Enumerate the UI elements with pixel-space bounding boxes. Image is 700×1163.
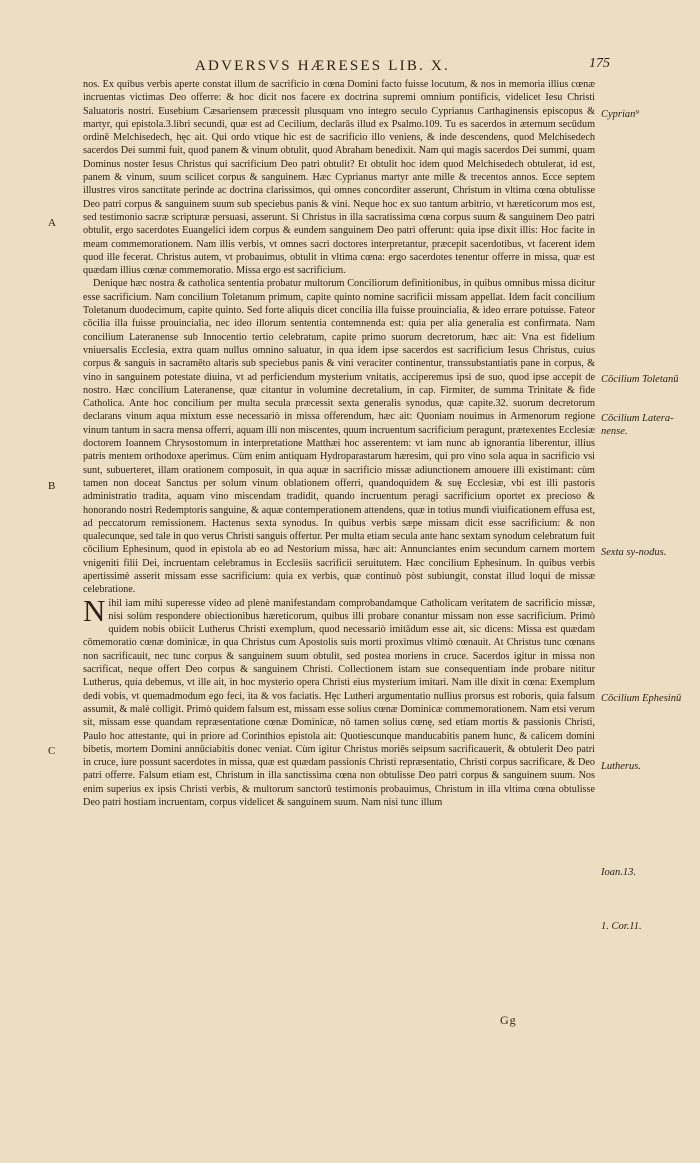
running-head: ADVERSVS HÆRESES LIB. X. <box>195 58 450 74</box>
margin-note-sexta-synodus: Sexta sy-nodus. <box>601 547 667 558</box>
paragraph-1: nos. Ex quibus verbis aperte constat illum de sacrificio in cœna Domini facto fuisse locutum, & nos in memoria illius cœnæ incruentas victimas Deo offerre: & hoc dicit nos facere ex doctrina supremi omnium pontificis, videlicet Iesu Christi Saluatoris nostri. Eusebium Cæsariensem præcessit plusquam vno integro seculo Cyprianus Carthaginensis episcopus & martyr, qui epistola.3.libri secundi, quæ est ad Cecilium, declarās illud ex Psalmo.109. Tu es sacerdos in æternum secūdum ordinē Melchisedech, hęc ait. Qui ordo vtique hic est de sacrificio illo veniens, & inde descendens, quod Melchisedech sacerdos Dei summi fuit, quod panem & vinum obtulit, quod Abraham benedixit. Nam qui magis sacerdos Dei summi, quam Dominus noster Iesus Christus qui sacrificium Deo patri obtulit? Et obtulit hoc idem quod Melchisedech obtulerat, id est, panem & vinum, suum scilicet corpus & sanguinem. Hæc Cyprianus martyr ante mille & trecentos annos. Ecce septem illustres viros sanctitate perinde ac doctrina clarissimos, qui omnes concorditer asserunt, Christum in vltima cœna obtulisse Deo patri corpus & sanguinem suum sub speciebus panis & vini. Neque hoc ex suo tantum arbitrio, vt hæreticorum mos est, sed testimonio sacræ scripturæ persuasi, asserunt. Si Christus in illa sacratissima cœna corpus suum & sanguinem Deo patri obtulit, ergo sacerdotes Euangelici idem corpus & eundem sanguinem Deo patri offerunt: quia ipse dixit illis: Hoc facite in meam commemorationem. Nam illis verbis, vt omnes sacri doctores interpretantur, præcepit sacerdotibus, vt facerent idem quod ille fecerat. Christus autem, vt probauimus, obtulit in vltima cœna: ergo sacerdotes tenentur offerre in missa, quæ est quædam illius cœnæ commemoratio. Missa ergo est sacrificium. <box>83 79 595 277</box>
margin-section-letter-a: A <box>48 217 56 229</box>
margin-note-concilium-lateranense: Cōcilium Latera-nense. <box>601 413 674 437</box>
margin-note-ioan: Ioan.13. <box>601 867 636 878</box>
page-header <box>0 56 700 80</box>
paragraph-2: Denique hæc nostra & catholica sententia probatur multorum Conciliorum definitionibus, in quibus omnibus missa dicitur esse sacrificium. Nam concilium Toletanum primum, capite quinto nomine sacrificii missam appellat. Idem facit concilium Toletanum duodecimum, capite quinto. Sed forte aliquis dicet concilia illa fuisse prouincialia, & ideo errare potuisse. Fateor cōcilia illa fuisse prouincialia, nec ideo illorum sententia contemnenda est: quia per alia generalia est confirmata. Nam concilium Lateranense sub Innocentio tertio celebratum, capite primo suorum decretorum, hæc ait: Vna est fidelium vniuersalis Ecclesia, extra quam nullus omnino saluatur, in qua idem ipse sacerdos est sacrificium Iesus Christus, cuius corpus & sanguis in sacramēto altaris sub speciebus panis & vini veraciter continentur, transsubstantiatis pane in corpus, & vino in sanguinem potestate diuina, vt ad perficiendum mysterium vnitatis, acciperemus ipsi de suo, quod ipse accepit de nostro. Hæc concilium Lateranense, quæ citantur in volumine decretalium, in cap. Firmiter, de summa Trinitate & fide Catholica. Ante hoc concilium per multa secula præcessit sexta generalis synodus, quæ capite.32. suorum decretorum declarans vinum aqua mixtum esse necessariò in missa offerendum, hæc ait: Quoniam nouimus in Armenorum regione vinum tantum in sacra mensa offerri, aquam illi non miscentes, quum incruentum sacrificium peragunt, prætexentes Ecclesiæ doctorem Ioannem Chrysostomum in interpretatione Matthæi hoc asserentem: vt iam nunc ab ignorantia liberentur, illius patris mentem orthodoxe aperimus. Cùm enim antiquam Hydroparastarum hæresim, qui pro vino sola aqua in sacrificio vsi sunt, subuerteret, illam orationem composuit, in qua aquæ in sacrificio missæ adiunctionem amouere illi existimant: cùm tamen non doceat Sanctus per solum vinum oblationem offerri, quandoquidem & suę Ecclesiæ, vbi est illi pastoris administratio tradita, aquam vino miscendam tradidit, quando incruentum peragi sacrificium oportet ex precioso & honorando nostri Redemptoris sanguine, & aquæ contemperationem attendens, quæ in totius mundi viuificationem effusa est, ad peccatorum remissionem. Hactenus sexta synodus. In quibus verbis sæpe missam dicit esse sacrificium: & non qualecunque, sed tale in quo verus Christi sanguis offertur. Per multa etiam secula ante hanc sextam synodum celebratum fuit cōcilium Ephesinum, quod in epistola ab eo ad Nestorium missa, hæc ait: Annunciantes enim secundum carnem mortem vnigeniti filii Dei, incruentam celebramus in Ecclesiis sacrificii seruitutem. Hæc concilium Ephesinum. In quibus verbis apertissimè asserit missam esse sacrificium: quia ex verbis, quæ continuò pòst subiungit, constat illud loqui de missæ celebratione. <box>83 278 595 596</box>
margin-note-lutherus: Lutherus. <box>601 761 641 772</box>
page-number: 175 <box>589 56 610 71</box>
margin-section-letter-b: B <box>48 480 56 492</box>
margin-note-corinthians: 1. Cor.11. <box>601 921 642 932</box>
margin-note-concilium-toletanum: Cōcilium Toletanū <box>601 374 679 385</box>
margin-section-letter-c: C <box>48 745 56 757</box>
signature-mark: Gg <box>500 1013 517 1027</box>
paragraph-3-text: ihil iam mihi superesse video ad plenè manifestandam comprobandamque Catholicam veritatem de sacrificio missæ, nisi solùm respondere obiectionibus hæreticorum, quibus illi probare conantur missam non esse sacrificium. Primò quidem nobis obiicit Lutherus Christi exemplum, quod necessariò imitādum esse ait, sic dicens: Missa est quædam cōmemoratio cœnæ dominicæ, in qua Christus cum Apostolis suis morti proximus vltimò cœnauit. At Christus tunc cœnans non sacrificauit, nec tunc corpus & sanguinem suum obtulit, sed postea moriens in cruce. Sacerdos igitur in missa non sacrificat, neque offert Deo corpus & sanguinem Christi. Collectionem istam sue consequentiam inde probare nititur Lutherus, quia debemus, vt ille ait, in hoc mysterio opera Christi eius mysterium imitari. Nam ille dixit in cœna: Exemplum dedi vobis, vt quemadmodum ego feci, ita & vos faciatis. Hęc Lutheri argumentatio nullius prorsus est roboris, quia falsum assumit, & malè colligit. Primò quidem falsum est, missam esse solius cœnæ Dominicæ commemorationem. Nam etsi verum sit, missam esse quandam repræsentatione cœnæ Dominicæ, nō tamen solius cœnę, sed etiam mortis & passionis Christi, Paulo hoc attestante, qui in priore ad Corinthios epistola ait: Quotiescunque manducabitis panem hunc, & calicem domini bibetis, mortem Domini annūciabitis donec veniat. Cùm igitur Christus moriēs seipsum sacrificauerit, & obtulerit Deo patri in cruce, iure possunt sacerdotes in missa, quæ est quædam passionis Christi repræsentatio, Christi corpus sacrificare, & Deo patri offerre. Falsum etiam est, Christum in illa sanctissima cœna non obtulisse Deo patri corpus & sanguinem suum. Nos enim superius ex ipsis Christi verbis, & multorum sanctorū testimonis probauimus, Christum in illa vltima cœna obtulisse Deo patri hostiam incruentam, corpus videlicet & sanguinem suum. Nam nisi tunc illum <box>83 597 595 809</box>
margin-note-concilium-ephesinum: Cōcilium Ephesinū <box>601 693 682 704</box>
main-text-column <box>83 78 595 809</box>
margin-note-cyprian: Cyprian⁹ <box>601 109 640 120</box>
drop-cap-initial: N <box>83 592 106 628</box>
paragraph-3 <box>83 592 595 810</box>
